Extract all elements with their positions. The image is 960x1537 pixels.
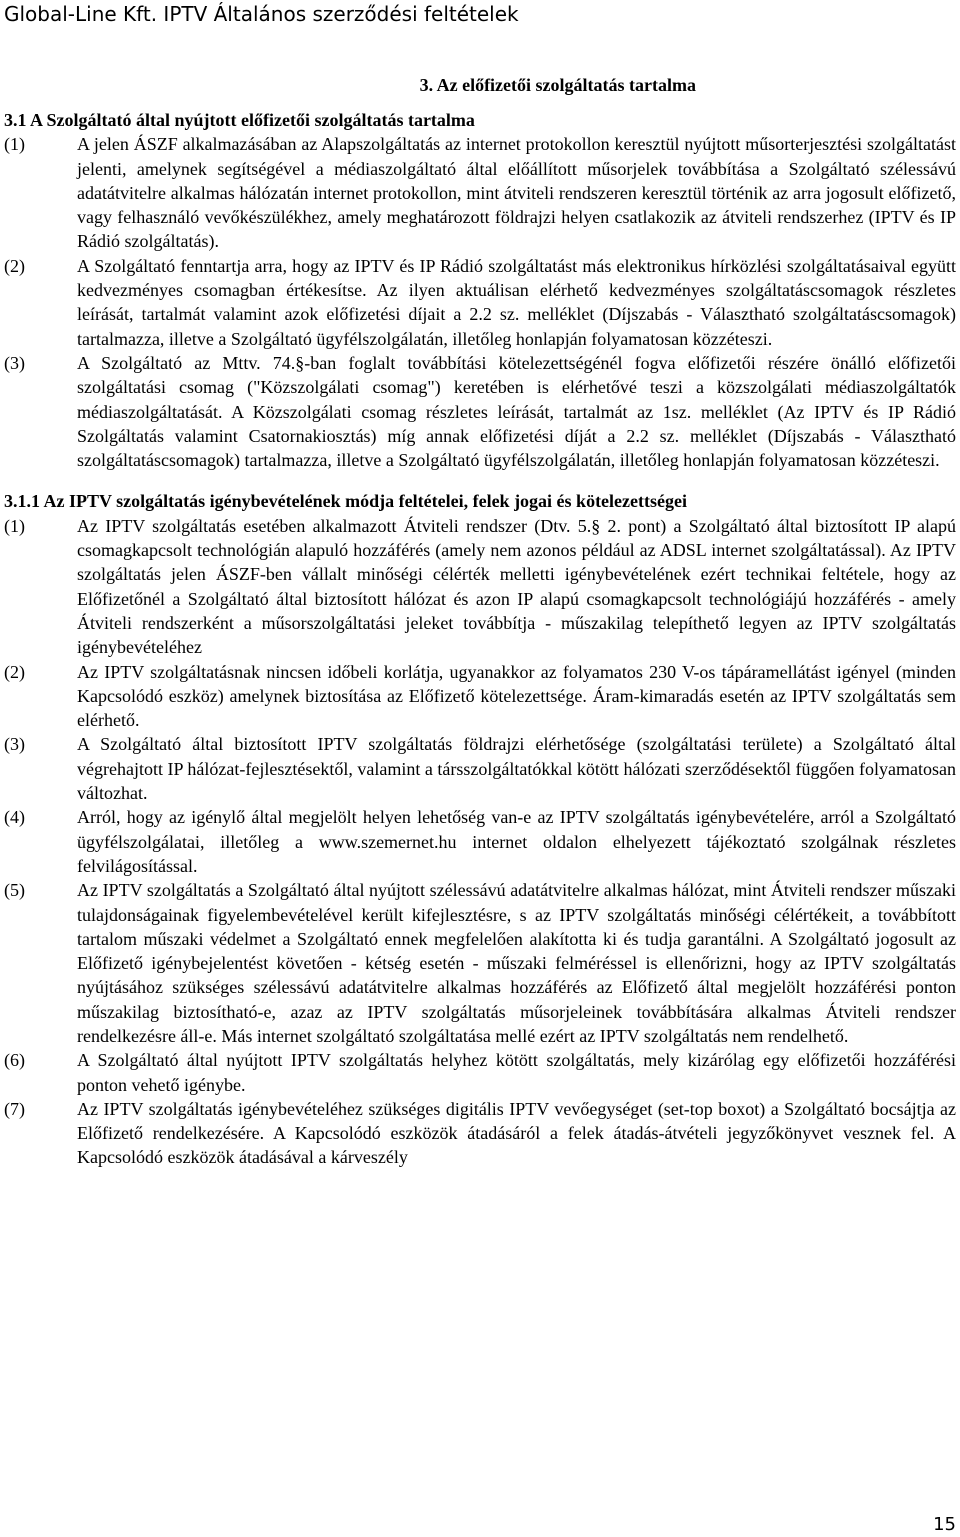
subsection-paragraph — [4, 1048, 956, 1097]
paragraph-text: A Szolgáltató az Mttv. 74.§-ban foglalt továbbítási kötelezettségénél fogva előfizetői részére önálló előfizetői szolgáltatási csomag ("Közszolgálati csomag") keretében is elérhetővé teszi a közszolgálati médiaszolgáltatók médiaszolgáltatását. A Közszolgálati csomag részletes leírását, tartalmát az 1sz. melléklet (Az IPTV és IP Rádió Szolgáltatás valamint Csatornakiosztás) míg annak előfizetési díját a 2.2 sz. melléklet (Díjszabás - Választható szolgáltatáscsomagok) tartalmazza, illetve a Szolgáltató ügyfélszolgálatán, illetőleg honlapján folyamatosan közzéteszi. — [77, 352, 956, 471]
paragraph-text: A Szolgáltató által nyújtott IPTV szolgáltatás helyhez kötött szolgáltatás, mely kizárólag egy előfizetői hozzáférési ponton vehető igénybe. — [77, 1050, 956, 1095]
section-paragraph — [4, 132, 956, 253]
paragraph-text: Az IPTV szolgáltatás igénybevételéhez szükséges digitális IPTV vevőegységet (set-top boxot) a Szolgáltató bocsájtja az Előfizető rendelkezésére. A Kapcsolódó eszközök átadásáról a felek átadás-átvételi jegyzőkönyvet vesznek fel. A Kapcsolódó eszközök átadásával a kárveszély — [77, 1098, 956, 1168]
section-heading: 3.1 A Szolgáltató által nyújtott előfizetői szolgáltatás tartalma — [4, 110, 475, 130]
section-paragraph — [4, 254, 956, 351]
paragraph-number: (6) — [4, 1050, 25, 1071]
page-number: 15 — [933, 1514, 956, 1535]
paragraph-number: (1) — [4, 515, 25, 536]
subsection-paragraph — [4, 660, 956, 733]
document-body — [4, 68, 956, 1170]
subsection-paragraph — [4, 732, 956, 805]
subsection-heading: 3.1.1 Az IPTV szolgáltatás igénybevételének módja feltételei, felek jogai és kötelezettségei — [4, 491, 687, 512]
page-header: Global-Line Kft. IPTV Általános szerződési feltételek — [4, 2, 519, 26]
subsection-paragraph — [4, 805, 956, 878]
paragraph-number: (2) — [4, 661, 25, 682]
paragraph-number: (3) — [4, 734, 25, 755]
subsection-paragraph — [4, 1097, 956, 1170]
paragraph-number: (4) — [4, 807, 25, 828]
paragraph-number: (2) — [4, 255, 25, 276]
paragraph-number: (5) — [4, 880, 25, 901]
paragraph-text: Az IPTV szolgáltatásnak nincsen időbeli korlátja, ugyanakkor az folyamatos 230 V-os tápáramellátást igényel (minden Kapcsolódó eszköz) amelynek biztosítása az Előfizető kötelezettsége. Áram-kimaradás esetén az IPTV szolgáltatás sem elérhető. — [77, 661, 956, 731]
paragraph-number: (7) — [4, 1098, 25, 1119]
paragraph-text: A jelen ÁSZF alkalmazásában az Alapszolgáltatás az internet protokollon keresztül nyújtott műsorterjesztési szolgáltatást jelenti, amelynek segítségével a médiaszolgáltató által előállított műsorjelek továbbítása a Szolgáltató szélessávú adatátvitelre alkalmas hálózatán internet protokollon, mint átviteli rendszeren keresztül történik az arra jogosult előfizető, vagy felhasználó vevőkészülékhez, amely meghatározott földrajzi helyen csatlakozik az átviteli rendszerhez (IPTV és IP Rádió szolgáltatás). — [77, 134, 956, 252]
paragraph-text: A Szolgáltató által biztosított IPTV szolgáltatás földrajzi elérhetősége (szolgáltatási területe) a Szolgáltató által végrehajtott IP hálózat-fejlesztésektől, valamint a társszolgáltatókkal kötött hálózati szerződésektől függően folyamatosan változhat. — [77, 734, 956, 804]
paragraph-number: (1) — [4, 134, 25, 155]
paragraph-text: Az IPTV szolgáltatás a Szolgáltató által nyújtott szélessávú adatátvitelre alkalmas hálózat, mint Átviteli rendszer műszaki tulajdonságainak figyelembevételével került kifejlesztésre, s az IPTV szolgáltatás minőségi célértékeit, a továbbított tartalom műszaki védelmet a Szolgáltató ennek megfelelően alakította ki és tudja garantálni. A Szolgáltató jogosult az Előfizető igénybejelentést követően - kétség esetén - műszaki felméréssel is ellenőrizni, hogy az IPTV szolgáltatás nyújtásához szükséges szélessávú adatátvitelre alkalmas hozzáférés az Előfizető által megjelölt hozzáférési ponton műszakilag biztosítható-e, azaz az IPTV szolgáltatás műsorjeleinek továbbítására alkalmas Átviteli rendszer rendelkezésre áll-e. Más internet szolgáltató szolgáltatása mellé ezért az IPTV szolgáltatás nem rendelhető. — [77, 880, 956, 1046]
paragraph-text: Az IPTV szolgáltatás esetében alkalmazott Átviteli rendszer (Dtv. 5.§ 2. pont) a Szolgáltató által biztosított IP alapú csomagkapcsolt technológián alapuló hozzáférés (amely nem azonos például az ADSL internet szolgáltatással). Az IPTV szolgáltatás jelen ÁSZF-ben vállalt minőségi célérték melletti igénybevételének ezért technikai feltétele, hogy az Előfizetőnél a Szolgáltató által biztosított hálózat és azon IP alapú csomagkapcsolt technológiájú hozzáférés - amely Átviteli rendszerként a műsorszolgáltatási jeleket továbbítja - műszakilag telepíthető legyen az IPTV szolgáltatás igénybevételéhez — [77, 515, 956, 658]
section-paragraph — [4, 351, 956, 472]
paragraph-text: A Szolgáltató fenntartja arra, hogy az IPTV és IP Rádió szolgáltatást más elektronikus hírközlési szolgáltatásaival együtt kedvezményes csomagban értékesítse. Az ilyen aktuálisan elérhető kedvezményes szolgáltatáscsomagok részletes leírását, tartalmát valamint azok előfizetési díjait a 2.2 sz. melléklet (Díjszabás - Választható szolgáltatáscsomagok) tartalmazza, illetve a Szolgáltató ügyfélszolgálatán, illetőleg honlapján folyamatosan közzéteszi. — [77, 255, 956, 349]
chapter-title: 3. Az előfizetői szolgáltatás tartalma — [419, 75, 696, 95]
subsection-paragraph — [4, 878, 956, 1048]
paragraph-text: Arról, hogy az igénylő által megjelölt helyen lehetőség van-e az IPTV szolgáltatás igénybevételére, arról a Szolgáltató ügyfélszolgálatai, illetőleg a www.szemernet.hu internet oldalon elhelyezett tájékoztató szolgálnak részletes felvilágosítással. — [77, 807, 956, 876]
subsection-paragraph — [4, 514, 956, 660]
paragraph-number: (3) — [4, 352, 25, 373]
